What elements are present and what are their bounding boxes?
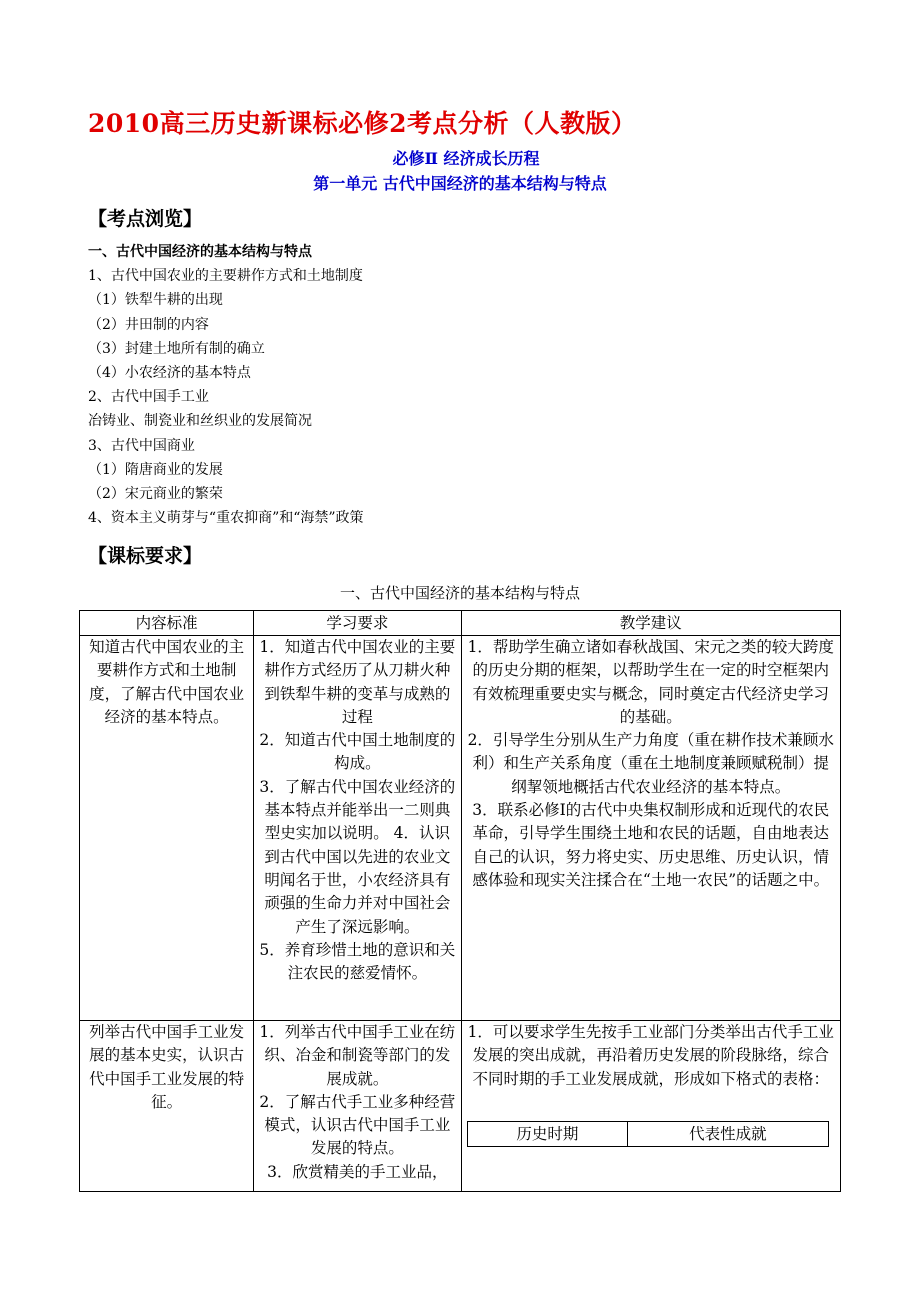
overview-item: 4、资本主义萌芽与“重农抑商”和“海禁”政策 (88, 510, 364, 527)
overview-list (88, 240, 848, 530)
header-content-standard: 内容标准 (80, 611, 254, 636)
learning-requirement-cell (254, 1021, 461, 1192)
learning-item: 2．知道古代中国土地制度的构成。 (259, 731, 456, 773)
learning-requirement-cell (254, 636, 461, 1021)
learning-item: 5．养育珍惜土地的意识和关注农民的慈爱情怀。 (259, 940, 456, 983)
content-standard-text: 列举古代中国手工业发展的基本史实，认识古代中国手工业发展的特征。 (89, 1023, 245, 1111)
content-standard-cell (80, 1021, 254, 1192)
content-standard-cell (80, 636, 254, 1021)
table-caption: 一、古代中国经济的基本结构与特点 (339, 584, 580, 602)
overview-item: 冶铸业、制瓷业和丝织业的发展简况 (88, 413, 312, 430)
inner-table-header-row (467, 1121, 828, 1146)
overview-item: 3、古代中国商业 (88, 437, 195, 454)
table-row (80, 636, 841, 1021)
overview-item: 一、古代中国经济的基本结构与特点 (88, 244, 312, 260)
suggestion-item: 2．引导学生分别从生产力角度（重在耕作技术兼顾水利）和生产关系角度（重在土地制度兼顾赋税制）提纲挈领地概括古代农业经济的基本特点。 (467, 731, 834, 796)
suggestion-item: 1．可以要求学生先按手工业部门分类举出古代手工业发展的突出成就，再沿着历史发展的阶段脉络，综合不同时期的手工业发展成就，形成如下格式的表格： (467, 1023, 834, 1088)
header-teaching-suggestion: 教学建议 (461, 611, 840, 636)
header-learning-requirement: 学习要求 (254, 611, 461, 636)
section-heading-overview: 【考点浏览】 (88, 208, 203, 230)
learning-item: 2．了解古代手工业多种经营模式，认识古代中国手工业发展的特点。 (259, 1092, 456, 1158)
learning-item: 3．欣赏精美的手工业品， (267, 1162, 448, 1181)
inner-header-achievement: 代表性成就 (628, 1121, 828, 1146)
overview-item: （2）宋元商业的繁荣 (88, 485, 223, 502)
section-heading-requirements: 【课标要求】 (88, 545, 203, 567)
unit-subtitle: 第一单元 古代中国经济的基本结构与特点 (313, 174, 607, 193)
overview-item: （1）隋唐商业的发展 (88, 461, 223, 478)
inner-header-period: 历史时期 (467, 1121, 628, 1146)
module-subtitle: 必修Ⅱ 经济成长历程 (392, 149, 540, 168)
inner-period-table (467, 1121, 829, 1147)
suggestion-item: 3．联系必修Ⅰ的古代中央集权制形成和近现代的农民革命，引导学生围绕土地和农民的话题，自由地表达自己的认识，努力将史实、历史思维、历史认识，情感体验和现实关注揉合在“土地一农民”的话题之中。 (472, 801, 830, 889)
curriculum-table (79, 610, 841, 1192)
table-row (80, 1021, 841, 1192)
learning-item: 1．列举古代中国手工业在纺织、冶金和制瓷等部门的发展成就。 (259, 1023, 456, 1088)
suggestion-item: 1．帮助学生确立诸如春秋战国、宋元之类的较大跨度的历史分期的框架，以帮助学生在一定的时空框架内有效梳理重要史实与概念，同时奠定古代经济史学习的基础。 (467, 638, 834, 726)
table-header-row (80, 611, 841, 636)
teaching-suggestion-cell (461, 1021, 840, 1192)
overview-item: 1、古代中国农业的主要耕作方式和土地制度 (88, 268, 363, 285)
teaching-suggestion-cell (461, 636, 840, 1021)
overview-item: （2）井田制的内容 (88, 316, 209, 333)
learning-item: 1．知道古代中国农业的主要耕作方式经历了从刀耕火种到铁犁牛耕的变革与成熟的过程 (259, 638, 456, 726)
overview-item: （3）封建土地所有制的确立 (88, 340, 265, 357)
content-standard-text: 知道古代中国农业的主要耕作方式和土地制度，了解古代中国农业经济的基本特点。 (89, 638, 245, 726)
overview-item: （4）小农经济的基本特点 (88, 364, 251, 381)
overview-item: （1）铁犁牛耕的出现 (88, 292, 223, 309)
page-title: 2010高三历史新课标必修2考点分析（人教版） (88, 109, 637, 138)
learning-item: 3．了解古代中国农业经济的基本特点并能举出一二则典型史实加以说明。 4．认识到古代中国以先进的农业文明闻名于世，小农经济具有顽强的生命力并对中国社会产生了深远影响。 (259, 777, 456, 936)
overview-item: 2、古代中国手工业 (88, 389, 209, 406)
